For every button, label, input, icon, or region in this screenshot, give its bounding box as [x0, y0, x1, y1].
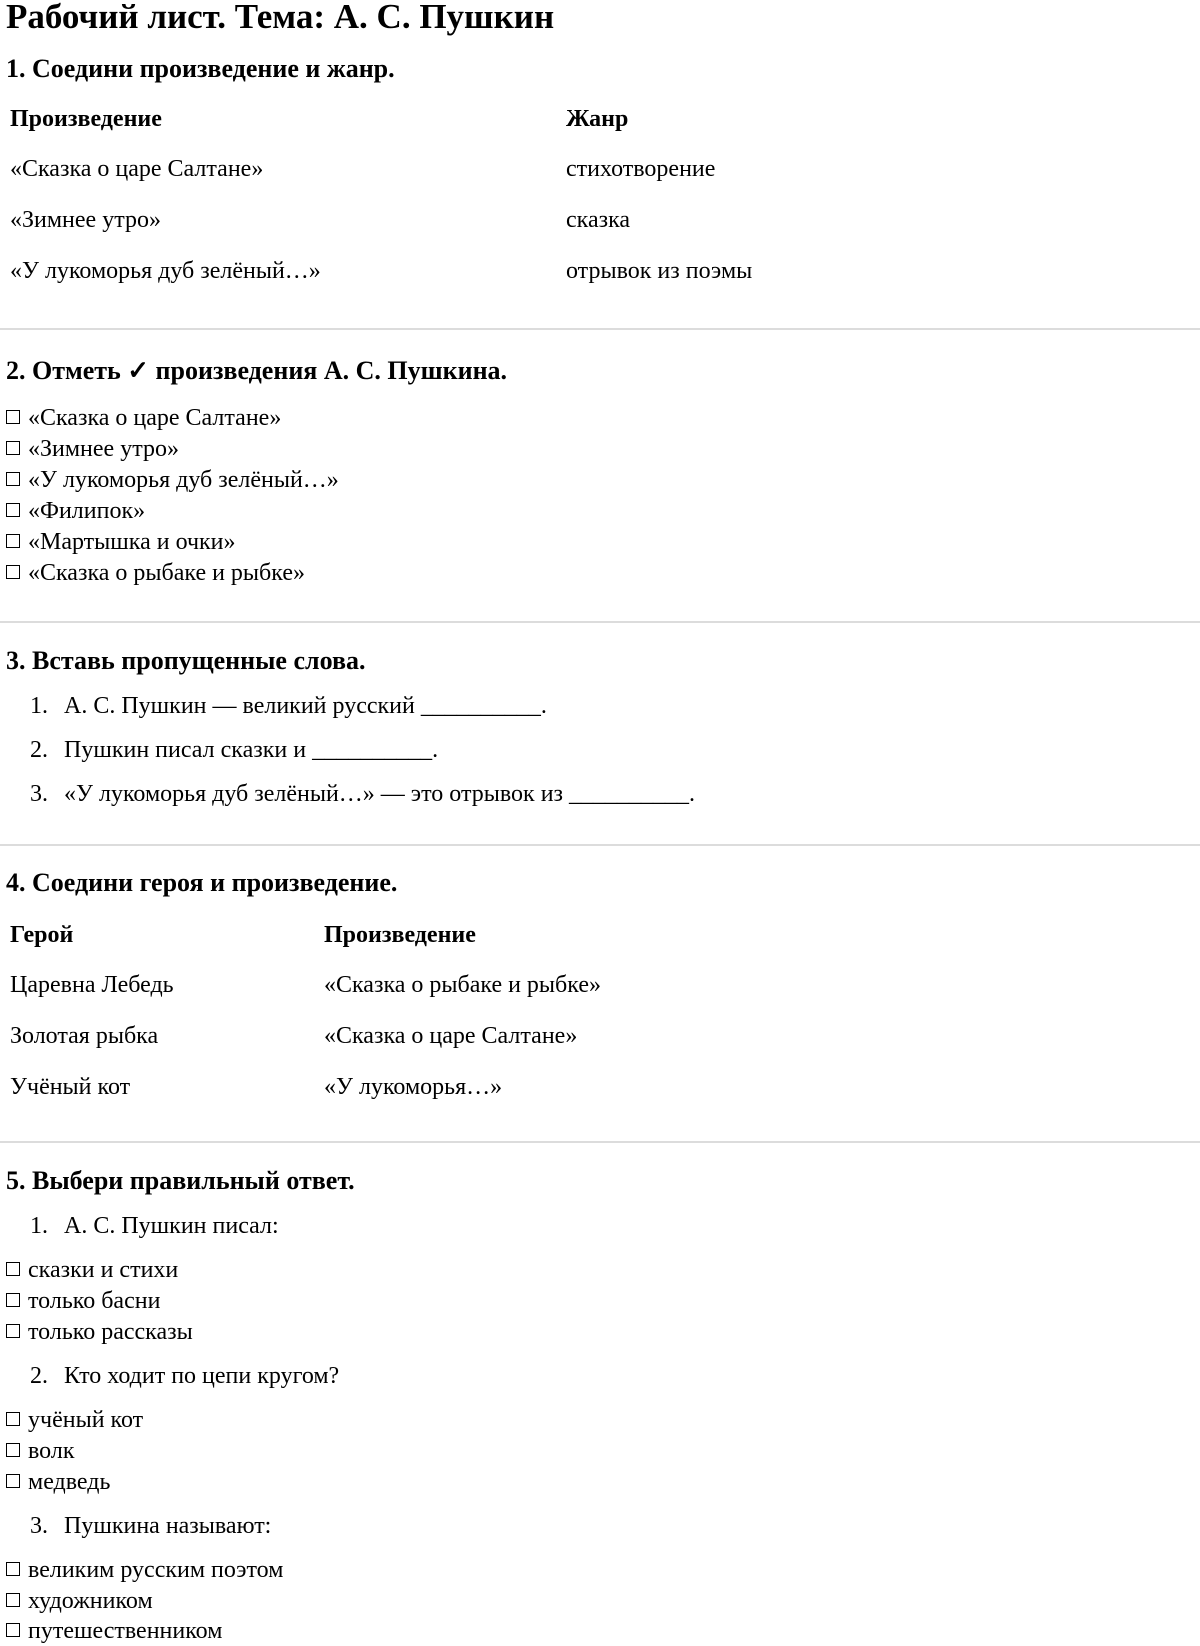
q5-option[interactable]: медведь: [6, 1468, 110, 1496]
q5-question: 1. А. С. Пушкин писал:: [30, 1213, 279, 1239]
q2-option[interactable]: «Мартышка и очки»: [6, 528, 236, 556]
q2-option[interactable]: «Зимнее утро»: [6, 435, 179, 463]
checkbox-icon[interactable]: [6, 472, 20, 486]
q5-heading: 5. Выбери правильный ответ.: [6, 1166, 355, 1195]
checkbox-icon[interactable]: [6, 1474, 20, 1488]
q1-work-cell: «Зимнее утро»: [10, 207, 161, 233]
q4-work-cell: «Сказка о царе Салтане»: [324, 1023, 578, 1049]
q5-option[interactable]: художником: [6, 1587, 153, 1615]
q5-option[interactable]: волк: [6, 1437, 75, 1465]
q2-option[interactable]: «У лукоморья дуб зелёный…»: [6, 466, 339, 494]
checkbox-icon[interactable]: [6, 1443, 20, 1457]
page-title: Рабочий лист. Тема: А. С. Пушкин: [6, 0, 555, 36]
q1-work-cell: «Сказка о царе Салтане»: [10, 156, 264, 182]
section-divider: [0, 844, 1200, 846]
q4-heading: 4. Соедини героя и произведение.: [6, 868, 398, 897]
q2-option[interactable]: «Сказка о царе Салтане»: [6, 404, 281, 432]
checkbox-icon[interactable]: [6, 1593, 20, 1607]
checkbox-icon[interactable]: [6, 410, 20, 424]
q5-option[interactable]: великим русским поэтом: [6, 1556, 283, 1584]
section-divider: [0, 621, 1200, 623]
q5-option[interactable]: путешественником: [6, 1617, 222, 1645]
q4-col-hero-header: Герой: [10, 922, 74, 948]
section-divider: [0, 328, 1200, 330]
checkbox-icon[interactable]: [6, 1262, 20, 1276]
checkbox-icon[interactable]: [6, 1412, 20, 1426]
q1-genre-cell: сказка: [566, 207, 631, 233]
q1-heading: 1. Соедини произведение и жанр.: [6, 54, 395, 83]
q2-option[interactable]: «Сказка о рыбаке и рыбке»: [6, 559, 305, 587]
q1-col-work-header: Произведение: [10, 106, 162, 132]
q1-col-genre-header: Жанр: [566, 106, 629, 132]
q4-hero-cell: Золотая рыбка: [10, 1023, 159, 1049]
checkbox-icon[interactable]: [6, 1562, 20, 1576]
q5-option[interactable]: учёный кот: [6, 1406, 143, 1434]
checkbox-icon[interactable]: [6, 534, 20, 548]
q5-question: 2. Кто ходит по цепи кругом?: [30, 1363, 340, 1389]
q5-question: 3. Пушкина называют:: [30, 1513, 272, 1539]
q3-item: 1. А. С. Пушкин — великий русский __________.: [30, 693, 547, 719]
q4-hero-cell: Учёный кот: [10, 1074, 131, 1100]
q4-col-work-header: Произведение: [324, 922, 476, 948]
q2-heading: 2. Отметь ✓ произведения А. С. Пушкина.: [6, 356, 508, 385]
q5-option[interactable]: только рассказы: [6, 1318, 193, 1346]
q3-item: 3. «У лукоморья дуб зелёный…» — это отрывок из __________.: [30, 781, 696, 807]
q5-option[interactable]: только басни: [6, 1287, 160, 1315]
checkbox-icon[interactable]: [6, 441, 20, 455]
checkbox-icon[interactable]: [6, 503, 20, 517]
q1-work-cell: «У лукоморья дуб зелёный…»: [10, 258, 321, 284]
q3-item: 2. Пушкин писал сказки и __________.: [30, 737, 439, 763]
q3-heading: 3. Вставь пропущенные слова.: [6, 646, 366, 675]
checkbox-icon[interactable]: [6, 1623, 20, 1637]
checkbox-icon[interactable]: [6, 565, 20, 579]
q2-option[interactable]: «Филипок»: [6, 497, 145, 525]
q4-work-cell: «У лукоморья…»: [324, 1074, 503, 1100]
q5-option[interactable]: сказки и стихи: [6, 1256, 178, 1284]
q1-genre-cell: стихотворение: [566, 156, 716, 182]
checkbox-icon[interactable]: [6, 1293, 20, 1307]
q4-hero-cell: Царевна Лебедь: [10, 972, 174, 998]
q4-work-cell: «Сказка о рыбаке и рыбке»: [324, 972, 601, 998]
section-divider: [0, 1141, 1200, 1143]
q1-genre-cell: отрывок из поэмы: [566, 258, 753, 284]
checkbox-icon[interactable]: [6, 1324, 20, 1338]
